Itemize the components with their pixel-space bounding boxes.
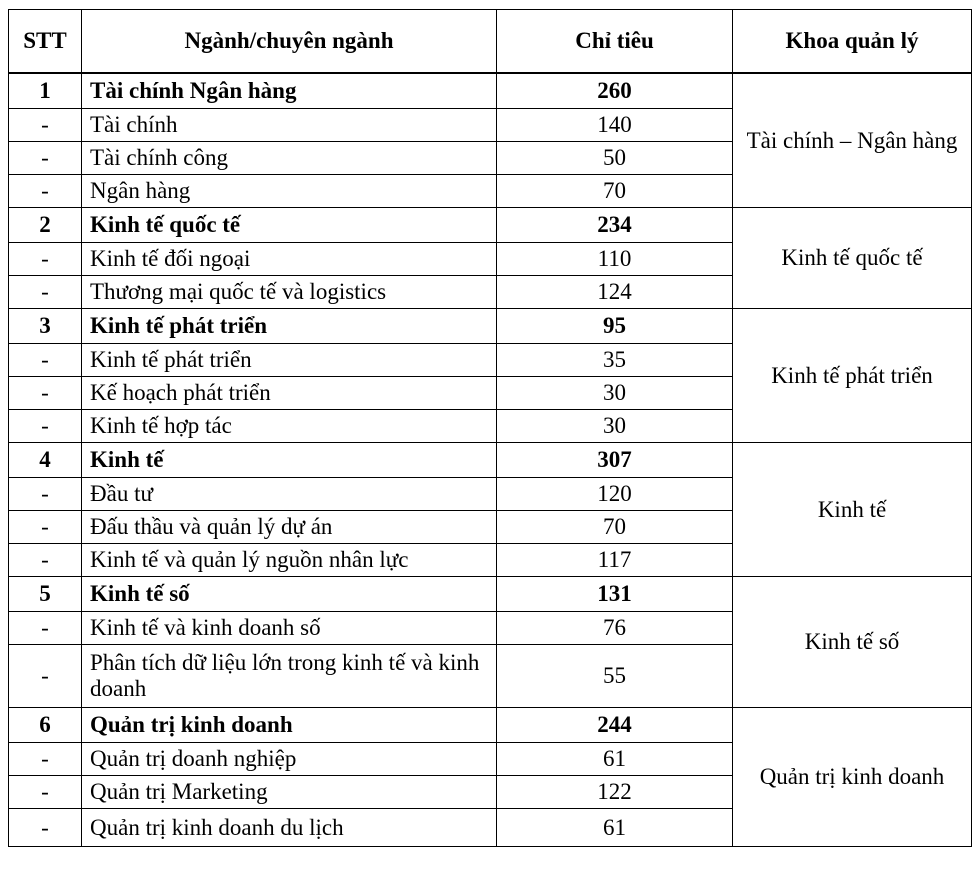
group-name: Kinh tế số xyxy=(82,577,497,612)
group-stt: 1 xyxy=(9,73,82,109)
group-row xyxy=(9,708,972,743)
item-stt: - xyxy=(9,743,82,776)
item-quota: 70 xyxy=(497,175,733,208)
item-quota: 30 xyxy=(497,410,733,443)
group-quota: 260 xyxy=(497,73,733,109)
item-name: Đầu tư xyxy=(82,478,497,511)
header-faculty: Khoa quản lý xyxy=(733,10,972,74)
group-quota: 131 xyxy=(497,577,733,612)
faculty-cell: Kinh tế xyxy=(733,443,972,577)
item-name: Kinh tế phát triển xyxy=(82,344,497,377)
item-stt: - xyxy=(9,377,82,410)
header-stt: STT xyxy=(9,10,82,74)
item-name: Quản trị Marketing xyxy=(82,776,497,809)
item-quota: 76 xyxy=(497,612,733,645)
faculty-cell: Quản trị kinh doanh xyxy=(733,708,972,847)
faculty-cell: Tài chính – Ngân hàng xyxy=(733,73,972,208)
group-quota: 307 xyxy=(497,443,733,478)
group-row xyxy=(9,73,972,109)
item-name: Kinh tế và kinh doanh số xyxy=(82,612,497,645)
group-name: Kinh tế phát triển xyxy=(82,309,497,344)
group-quota: 95 xyxy=(497,309,733,344)
item-name: Kinh tế hợp tác xyxy=(82,410,497,443)
group-row xyxy=(9,309,972,344)
item-stt: - xyxy=(9,175,82,208)
item-quota: 30 xyxy=(497,377,733,410)
item-stt: - xyxy=(9,809,82,847)
header-major: Ngành/chuyên ngành xyxy=(82,10,497,74)
group-stt: 4 xyxy=(9,443,82,478)
item-quota: 50 xyxy=(497,142,733,175)
item-quota: 140 xyxy=(497,109,733,142)
item-stt: - xyxy=(9,276,82,309)
item-quota: 70 xyxy=(497,511,733,544)
group-quota: 234 xyxy=(497,208,733,243)
item-name: Tài chính công xyxy=(82,142,497,175)
item-stt: - xyxy=(9,544,82,577)
item-stt: - xyxy=(9,109,82,142)
item-name: Tài chính xyxy=(82,109,497,142)
item-stt: - xyxy=(9,478,82,511)
item-stt: - xyxy=(9,410,82,443)
item-name: Ngân hàng xyxy=(82,175,497,208)
item-name: Thương mại quốc tế và logistics xyxy=(82,276,497,309)
header-row xyxy=(9,10,972,74)
group-stt: 2 xyxy=(9,208,82,243)
item-quota: 117 xyxy=(497,544,733,577)
item-stt: - xyxy=(9,612,82,645)
group-name: Tài chính Ngân hàng xyxy=(82,73,497,109)
group-stt: 5 xyxy=(9,577,82,612)
item-name: Kinh tế đối ngoại xyxy=(82,243,497,276)
faculty-cell: Kinh tế số xyxy=(733,577,972,708)
item-name: Phân tích dữ liệu lớn trong kinh tế và kinh doanh xyxy=(82,645,497,708)
item-quota: 110 xyxy=(497,243,733,276)
item-name: Kinh tế và quản lý nguồn nhân lực xyxy=(82,544,497,577)
item-quota: 120 xyxy=(497,478,733,511)
item-quota: 35 xyxy=(497,344,733,377)
item-quota: 61 xyxy=(497,809,733,847)
group-row xyxy=(9,577,972,612)
item-name: Quản trị doanh nghiệp xyxy=(82,743,497,776)
header-quota: Chỉ tiêu xyxy=(497,10,733,74)
group-name: Quản trị kinh doanh xyxy=(82,708,497,743)
faculty-cell: Kinh tế phát triển xyxy=(733,309,972,443)
group-name: Kinh tế quốc tế xyxy=(82,208,497,243)
group-name: Kinh tế xyxy=(82,443,497,478)
group-stt: 6 xyxy=(9,708,82,743)
item-quota: 61 xyxy=(497,743,733,776)
group-row xyxy=(9,208,972,243)
item-stt: - xyxy=(9,776,82,809)
quota-table xyxy=(8,9,972,847)
item-stt: - xyxy=(9,645,82,708)
group-row xyxy=(9,443,972,478)
group-stt: 3 xyxy=(9,309,82,344)
item-name: Kế hoạch phát triển xyxy=(82,377,497,410)
item-name: Quản trị kinh doanh du lịch xyxy=(82,809,497,847)
item-stt: - xyxy=(9,344,82,377)
item-name: Đấu thầu và quản lý dự án xyxy=(82,511,497,544)
faculty-cell: Kinh tế quốc tế xyxy=(733,208,972,309)
group-quota: 244 xyxy=(497,708,733,743)
item-quota: 122 xyxy=(497,776,733,809)
item-quota: 55 xyxy=(497,645,733,708)
item-stt: - xyxy=(9,142,82,175)
item-quota: 124 xyxy=(497,276,733,309)
item-stt: - xyxy=(9,511,82,544)
item-stt: - xyxy=(9,243,82,276)
